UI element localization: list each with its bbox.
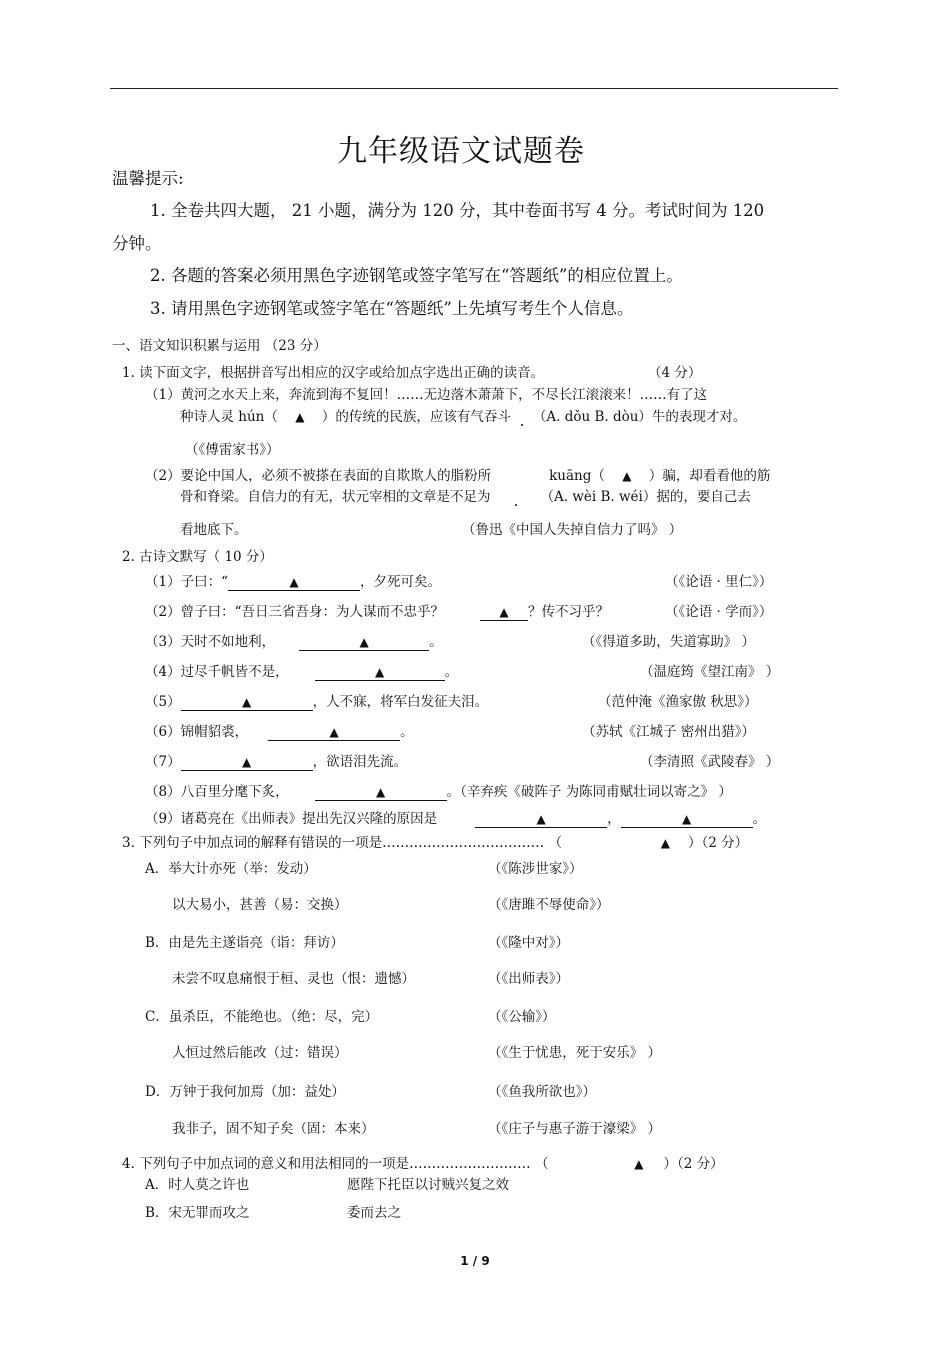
q2-stem: 2. 古诗文默写（ 10 分） <box>122 549 273 565</box>
q3-option-a: A．举大计亦死（举：发动） <box>145 861 317 877</box>
tip-3: 3. 请用黑色字迹钢笔或签字笔在“答题纸”上先填写考生个人信息。 <box>150 299 634 318</box>
q1-p2-line-2: 骨和脊梁。自信力的有无，状元宰相的文章是不足为 （A. wèi B. wéi）据的，要自己去 <box>180 489 751 505</box>
q3-option-b-2: 未尝不叹息痛恨于桓、灵也（恨：遗憾） <box>172 971 415 987</box>
answer-blank[interactable]: ▲ <box>228 574 360 591</box>
q3-option-c: C．虽杀臣，不能绝也。（绝：尽，完） <box>145 1009 379 1025</box>
q2-item-1-source: （《论语 · 里仁》） <box>665 574 773 590</box>
q2-item-3-source: （《得道多助，失道寡助》 ） <box>582 634 756 650</box>
q1-p1-line-2: 种诗人灵 hún（ ▲ ）的传统的民族，应该有气吞斗 （A. dǒu B. dòu）牛的表现才对。 <box>180 409 747 425</box>
q2-item-6: （6）锦帽貂裘， ▲ 。 <box>145 724 414 740</box>
tip-2: 2. 各题的答案必须用黑色字迹钢笔或签字笔写在“答题纸”的相应位置上。 <box>150 266 683 285</box>
q3-option-a-source: （《陈涉世家》） <box>488 861 583 877</box>
q1-stem: 1. 读下面文字，根据拼音写出相应的汉字或给加点字选出正确的读音。 <box>122 365 545 381</box>
answer-blank[interactable]: ▲ <box>621 811 753 828</box>
q3-option-a-2-source: （《唐雎不辱使命》） <box>488 897 610 913</box>
q1-p1-source: （《傅雷家书》） <box>185 442 280 458</box>
q2-item-9: （9）诸葛亮在《出师表》提出先汉兴隆的原因是 ▲ ， ▲ 。 <box>145 811 767 827</box>
q3-option-d-source: （《鱼我所欲也》） <box>488 1084 596 1100</box>
q1-score: （4 分） <box>648 365 702 381</box>
q4-option-b: B．宋无罪而攻之 <box>145 1205 250 1221</box>
tip-1-line-2: 分钟。 <box>112 234 162 253</box>
q3-option-a-2: 以大易小，甚善（易：交换） <box>172 897 348 913</box>
answer-blank[interactable]: ▲ <box>181 694 313 711</box>
answer-mark: ▲ <box>295 410 305 424</box>
q4-option-b-2: 委而去之 <box>347 1205 401 1221</box>
answer-mark: ▲ <box>634 1157 644 1171</box>
q3-option-c-2-source: （《生于忧患，死于安乐》 ） <box>488 1045 662 1061</box>
q4-stem: 4. 下列句子中加点词的意义和用法相同的一项是……………………… （ ▲ ）（2 分） <box>122 1156 724 1172</box>
q1-p1-line-1: （1）黄河之水天上来，奔流到海不复回！……无边落木萧萧下，不尽长江滚滚来！……有了这 <box>145 387 708 403</box>
q4-option-a: A．时人莫之许也 <box>145 1177 250 1193</box>
q3-option-b: B．由是先主遂诣亮（诣：拜访） <box>145 935 344 951</box>
q3-stem: 3. 下列句子中加点词的解释有错误的一项是……………………………… （ ▲ ）（2 分） <box>122 835 749 851</box>
answer-blank[interactable]: ▲ <box>315 664 445 681</box>
q2-item-4-source: （温庭筠《望江南》 ） <box>640 664 780 680</box>
page-title: 九年级语文试题卷 <box>337 134 585 169</box>
answer-blank[interactable]: ▲ <box>299 634 429 651</box>
q2-item-2: （2）曾子曰：“吾日三省吾身：为人谋而不忠乎？ ▲ ？传不习乎？ <box>145 604 609 620</box>
q2-item-7-source: （李清照《武陵春》 ） <box>640 754 780 770</box>
header-rule <box>110 88 838 89</box>
q2-item-6-source: （苏轼《江城子 密州出猎》） <box>582 724 756 740</box>
tips-heading: 温馨提示: <box>112 169 184 188</box>
answer-blank[interactable]: ▲ <box>480 604 528 621</box>
section-1-heading: 一、语文知识积累与运用 （23 分） <box>112 338 327 354</box>
q2-item-8: （8）八百里分麾下炙， ▲ 。（辛弃疾《破阵子 为陈同甫赋壮词以寄之》 ） <box>145 784 732 800</box>
answer-mark: ▲ <box>660 836 670 850</box>
answer-mark: ▲ <box>622 469 632 483</box>
q3-option-b-2-source: （《出师表》） <box>488 971 569 987</box>
q1-p2-line-1: （2）要论中国人，必须不被搽在表面的自欺欺人的脂粉所 kuāng（ ▲ ）骗，却看看他的筋 <box>145 468 771 484</box>
q3-option-d-2: 我非子，固不知子矣（固：本来） <box>172 1121 375 1137</box>
q3-option-b-source: （《隆中对》） <box>488 935 569 951</box>
q2-item-2-source: （《论语 · 学而》） <box>665 604 773 620</box>
answer-blank[interactable]: ▲ <box>315 784 447 801</box>
q3-option-c-source: （《公输》） <box>488 1009 556 1025</box>
q2-item-1: （1）子曰：“ ▲ ，夕死可矣。 <box>145 574 441 590</box>
page-number: 1 / 9 <box>460 1254 490 1268</box>
q2-item-3: （3）天时不如地利， ▲ 。 <box>145 634 443 650</box>
q2-item-5: （5） ▲ ，人不寐，将军白发征夫泪。 <box>145 694 489 710</box>
q2-item-4: （4）过尽千帆皆不是， ▲ 。 <box>145 664 459 680</box>
q4-option-a-2: 愿陛下托臣以讨贼兴复之效 <box>347 1177 509 1193</box>
q2-item-7: （7） ▲ ，欲语泪先流。 <box>145 754 408 770</box>
q1-p2-line-3: 看地底下。 <box>180 522 248 538</box>
tip-1-line-1: 1. 全卷共四大题， 21 小题，满分为 120 分，其中卷面书写 4 分。考试时间为 120 <box>150 201 765 220</box>
q3-option-d: D．万钟于我何加焉（加：益处） <box>145 1084 345 1100</box>
q3-option-d-2-source: （《庄子与惠子游于濠梁》 ） <box>488 1121 662 1137</box>
q3-option-c-2: 人恒过然后能改（过：错误） <box>172 1045 348 1061</box>
answer-blank[interactable]: ▲ <box>181 754 313 771</box>
q1-p2-source: （鲁迅《中国人失掉自信力了吗》 ） <box>462 522 683 538</box>
answer-blank[interactable]: ▲ <box>475 811 607 828</box>
answer-blank[interactable]: ▲ <box>268 724 400 741</box>
q2-item-5-source: （范仲淹《渔家傲 秋思》） <box>598 694 758 710</box>
